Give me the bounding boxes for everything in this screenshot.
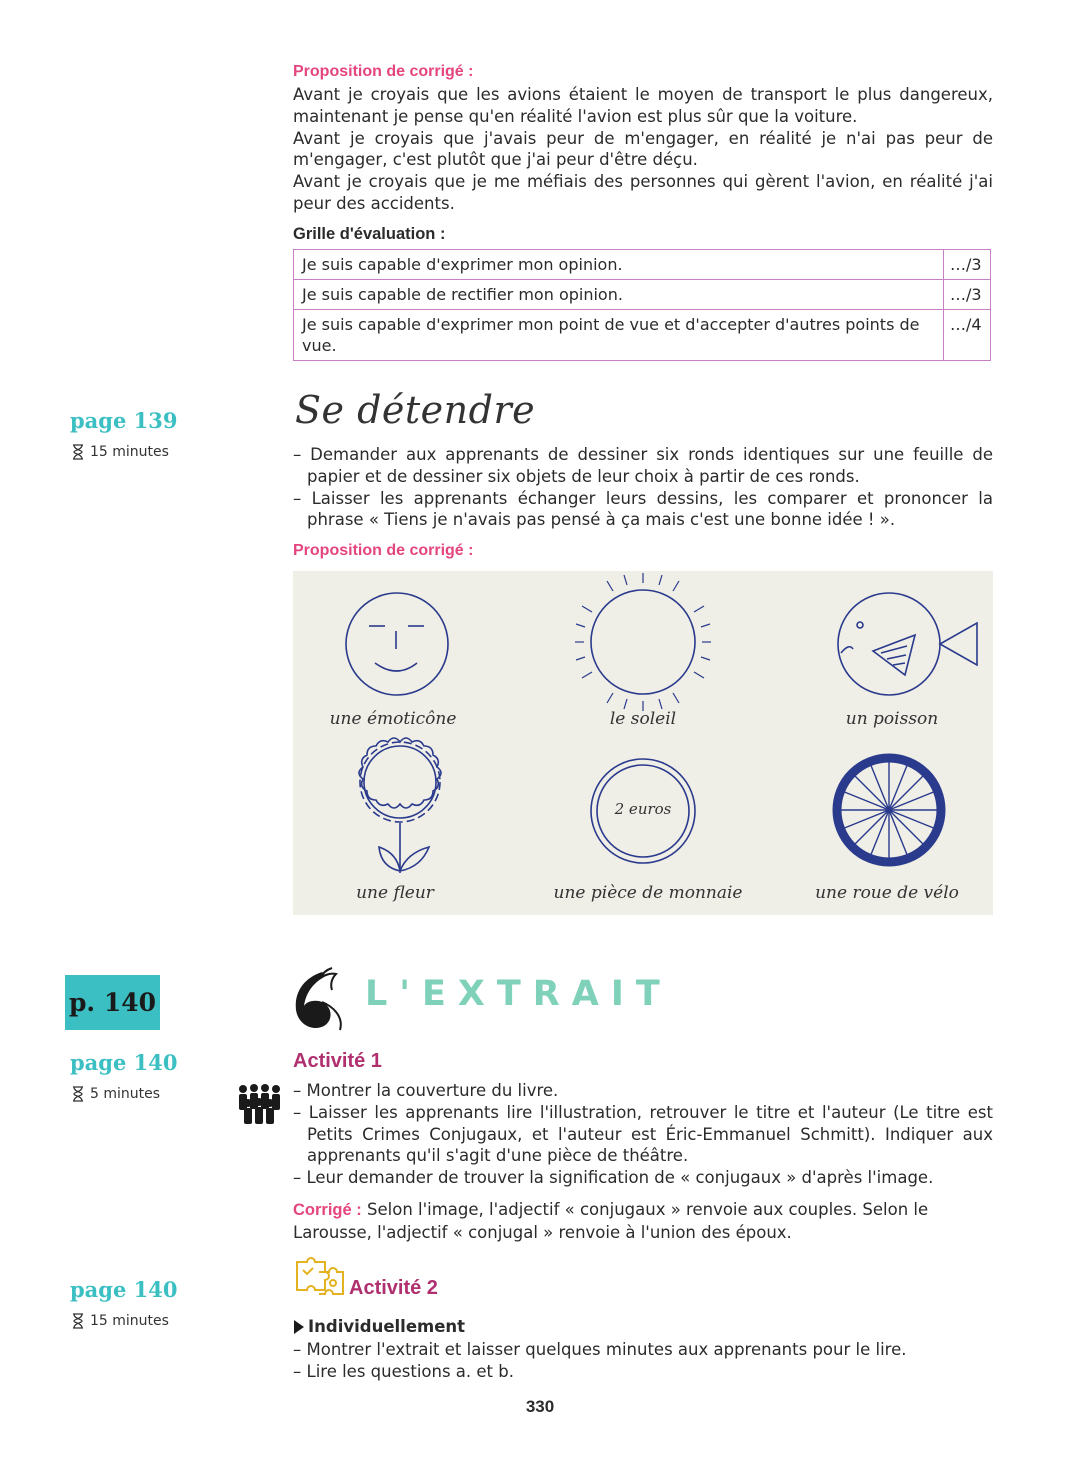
corrige-paragraph: Avant je croyais que les avions étaient le moyen de transport le plus dangereux, maintenant je pense qu'en réalité l'avion est plus sûr que la voiture. xyxy=(293,85,993,126)
duration xyxy=(72,1313,169,1329)
triangle-right-icon xyxy=(293,1320,304,1334)
corrige-paragraph: Avant je croyais que j'avais peur de m'engager, en réalité je n'ai pas peur de m'engager, c'est plutôt que j'ai peur d'être déçu. xyxy=(293,128,993,170)
page-ref-140-a1: page 140 xyxy=(70,1050,178,1075)
page-badge-text: p. 140 xyxy=(68,988,157,1017)
corrige-label-3: Corrigé : xyxy=(293,1201,362,1219)
wheel-drawing xyxy=(837,758,941,862)
puzzle-icon xyxy=(293,1256,345,1300)
drawings-svg xyxy=(293,571,993,915)
grid-score: …/3 xyxy=(944,280,991,310)
caption-roue: une roue de vélo xyxy=(815,883,959,903)
group-icon xyxy=(234,1083,284,1125)
grid-title: Grille d'évaluation : xyxy=(293,225,446,243)
table-row xyxy=(294,310,991,361)
hourglass-icon xyxy=(72,1313,84,1329)
activity-1-title: Activité 1 xyxy=(293,1050,382,1072)
duration-text: 15 minutes xyxy=(90,444,169,460)
grid-criterion: Je suis capable d'exprimer mon opinion. xyxy=(294,250,944,280)
activity-1-corrige xyxy=(293,1199,993,1244)
caption-emoticone: une émoticône xyxy=(329,709,457,729)
coin-text: 2 euros xyxy=(614,800,672,818)
activity-2-title: Activité 2 xyxy=(349,1277,438,1299)
list-item: – Montrer la couverture du livre. xyxy=(293,1081,559,1100)
corrige-text-3: Selon l'image, l'adjectif « conjugaux » renvoie aux couples. Selon le Larousse, l'adjectif « conjugal » renvoie à l'union des époux. xyxy=(293,1200,929,1242)
page-ref-139: page 139 xyxy=(70,408,178,433)
grid-score: …/3 xyxy=(944,250,991,280)
mode-header xyxy=(293,1317,465,1336)
corrige-paragraph: Avant je croyais que je me méfiais des personnes qui gèrent l'avion, en réalité j'ai peur des accidents. xyxy=(293,172,993,213)
drawings-panel xyxy=(293,571,993,915)
list-item: – Demander aux apprenants de dessiner six ronds identiques sur une feuille de papier et de dessiner six objets de leur choix à partir de ces ronds. xyxy=(293,445,993,486)
caption-piece: une pièce de monnaie xyxy=(553,883,743,903)
duration-text: 5 minutes xyxy=(90,1086,161,1102)
caption-poisson: un poisson xyxy=(845,709,939,729)
fish-drawing xyxy=(838,593,977,695)
page-number: 330 xyxy=(525,1397,555,1416)
evaluation-grid xyxy=(293,249,991,361)
flower-drawing xyxy=(359,738,441,873)
corrige-label-2: Proposition de corrigé : xyxy=(293,542,474,559)
list-item: – Laisser les apprenants échanger leurs dessins, les comparer et prononcer la phrase « Tiens je n'avais pas pensé à ça mais c'est une bonne idée ! ». xyxy=(293,488,993,530)
table-row xyxy=(294,280,991,310)
activity-1-list xyxy=(293,1080,993,1189)
grid-score: …/4 xyxy=(944,310,991,361)
duration xyxy=(72,1086,160,1102)
activity-2-list xyxy=(293,1339,993,1383)
duration xyxy=(72,444,169,460)
list-item: – Lire les questions a. et b. xyxy=(293,1361,514,1381)
list-item: – Montrer l'extrait et laisser quelques minutes aux apprenants pour le lire. xyxy=(293,1340,907,1359)
grid-criterion: Je suis capable d'exprimer mon point de vue et d'accepter d'autres points de vue. xyxy=(294,310,944,361)
list-item: – Leur demander de trouver la signification de « conjugaux » d'après l'image. xyxy=(293,1168,934,1188)
hourglass-icon xyxy=(72,444,84,460)
grid-criterion: Je suis capable de rectifier mon opinion. xyxy=(294,280,944,310)
duration-text: 15 minutes xyxy=(90,1313,169,1329)
page-ref-140-a2: page 140 xyxy=(70,1277,178,1302)
corrige-label: Proposition de corrigé : xyxy=(293,63,474,80)
caption-soleil: le soleil xyxy=(609,709,677,729)
list-item: – Laisser les apprenants lire l'illustration, retrouver le titre et l'auteur (Le titre est Petits Crimes Conjugaux, et l'auteur est Éric-Emmanuel Schmitt). Indiquer aux apprenants qu'il s'agit d'une pièce de théâtre. xyxy=(293,1102,993,1166)
quote-icon xyxy=(292,966,352,1036)
section-title-se-detendre: Se détendre xyxy=(295,388,536,432)
corrige-text xyxy=(293,84,993,215)
emoticon-drawing xyxy=(346,593,448,695)
mode-text: Individuellement xyxy=(308,1317,466,1336)
sun-drawing xyxy=(575,573,711,711)
caption-fleur: une fleur xyxy=(356,883,434,903)
page-badge xyxy=(65,975,160,1030)
table-row xyxy=(294,250,991,280)
hourglass-icon xyxy=(72,1086,84,1102)
instructions-list xyxy=(293,444,993,531)
section-title-extrait: L'EXTRAIT xyxy=(365,974,672,1014)
